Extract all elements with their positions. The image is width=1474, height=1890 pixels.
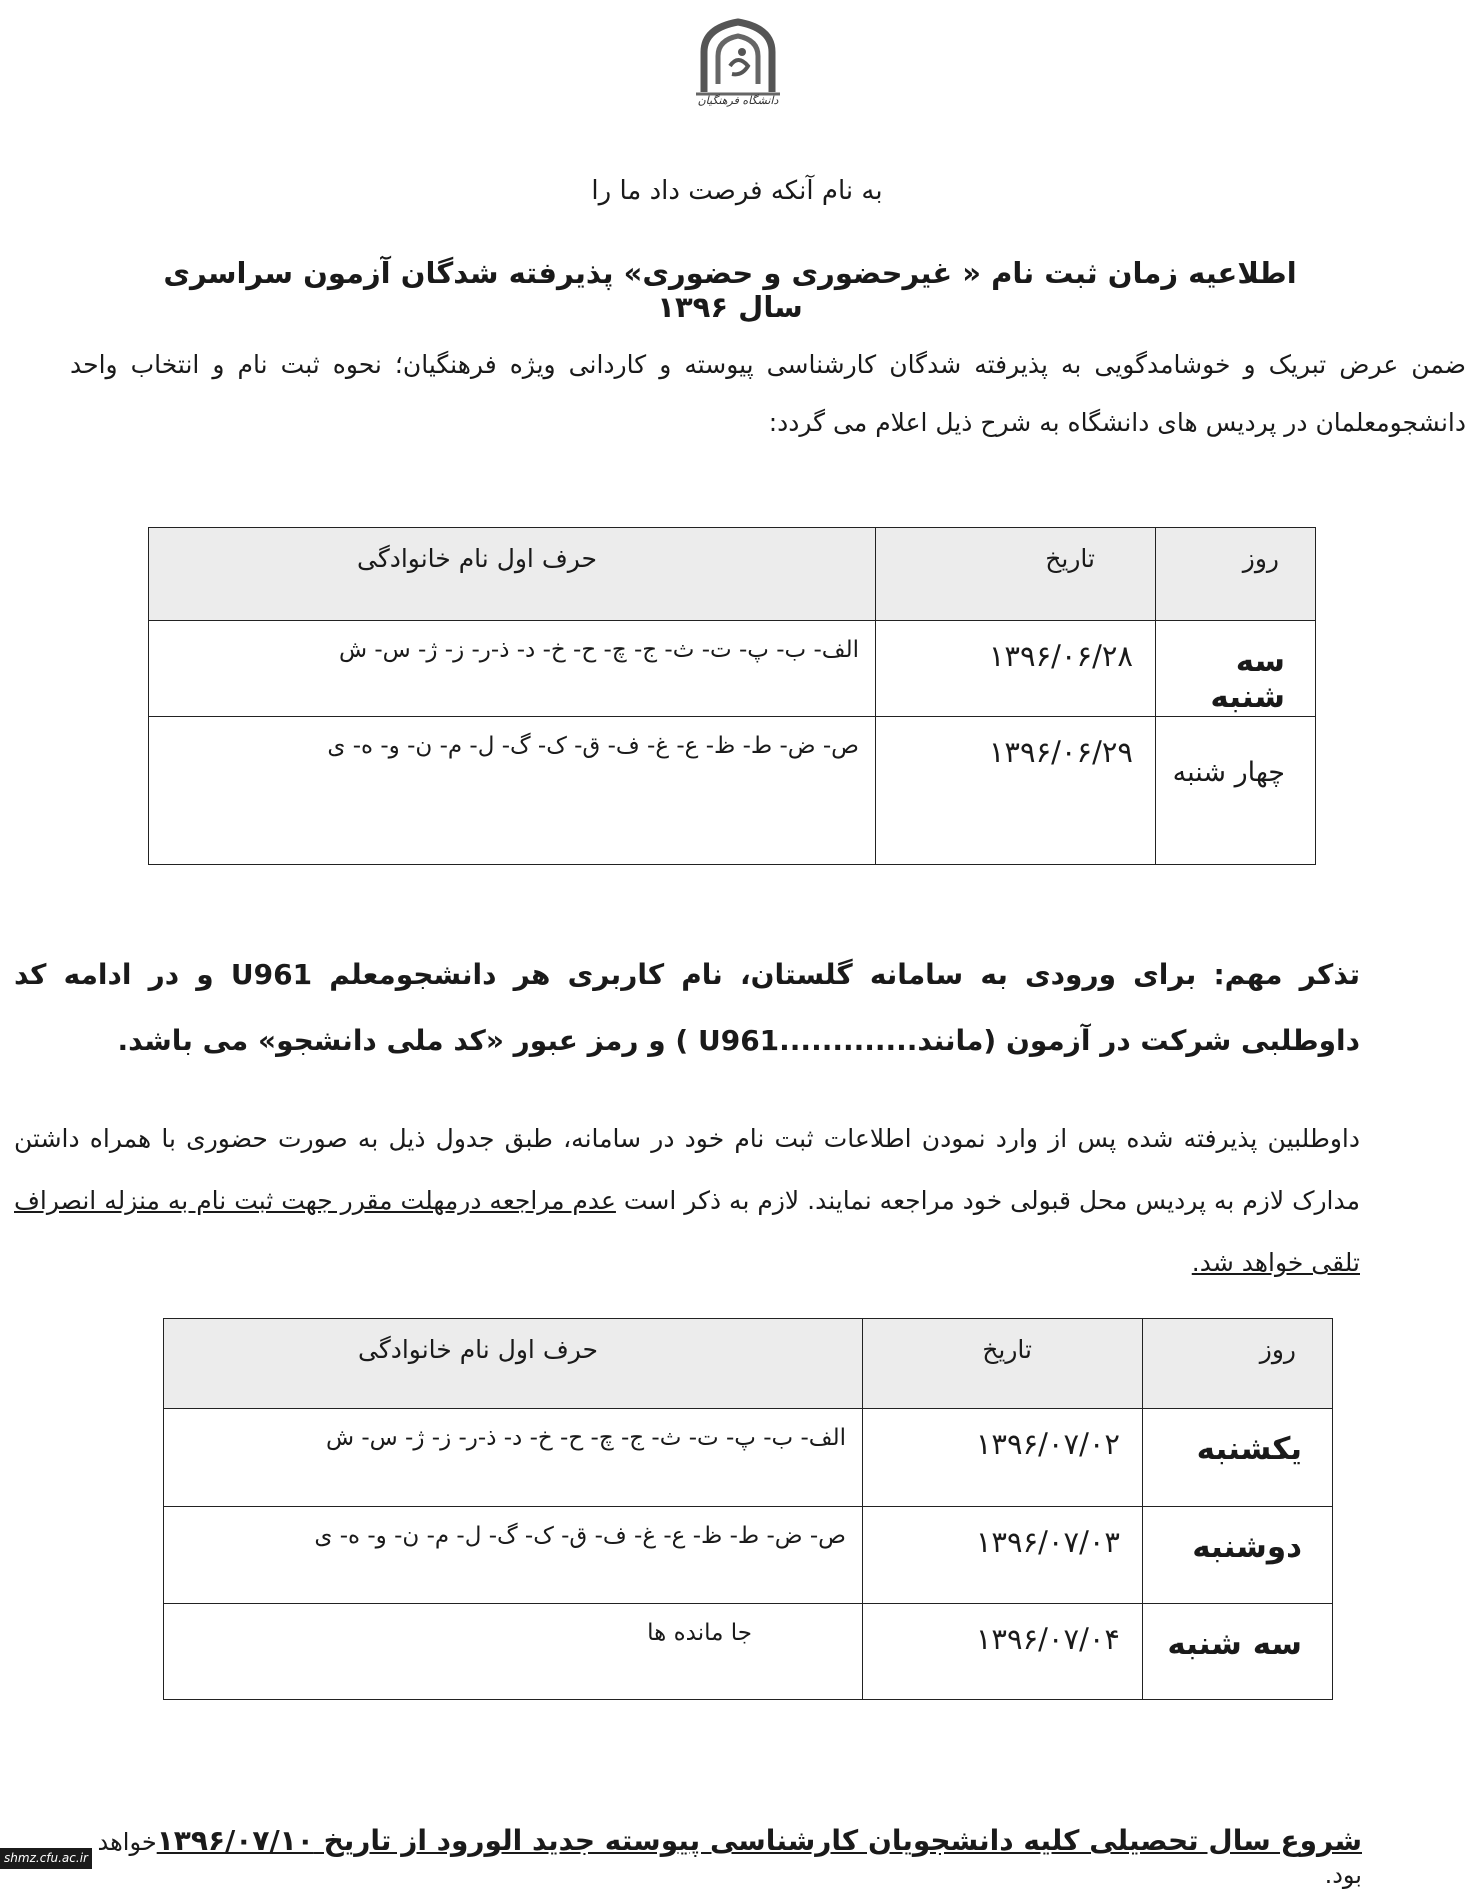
row-day: یکشنبه [1143, 1409, 1333, 1507]
intro-paragraph: ضمن عرض تبریک و خوشامدگویی به پذیرفته شدگان کارشناسی پیوسته و کاردانی ویژه فرهنگیان؛ نحوه ثبت نام و انتخاب واحد دانشجومعلمان در پردیس های دانشگاه به شرح ذیل اعلام می گردد: [70, 350, 1466, 437]
row-date: ۱۳۹۶/۰۷/۰۲ [863, 1409, 1143, 1507]
academic-year-start [80, 1824, 1362, 1890]
header-day: روز [1156, 528, 1316, 621]
row-day: سه شنبه [1156, 621, 1316, 717]
row-letters: ص- ض- ط- ظ- ع- غ- ف- ق- ک- گ- ل- م- ن- و- ه- ی [149, 717, 876, 865]
final-text: شروع سال تحصیلی کلیه دانشجویان کارشناسی پیوسته جدید الورود از تاریخ ۱۳۹۶/۰۷/۱۰ [156, 1824, 1362, 1857]
header-day: روز [1143, 1319, 1333, 1409]
row-letters: جا مانده ها [164, 1604, 863, 1700]
watermark-label: shmz.cfu.ac.ir [0, 1848, 92, 1869]
row-day: چهار شنبه [1156, 717, 1316, 865]
final-tail: خواهد بود. [97, 1828, 1362, 1889]
row-date: ۱۳۹۶/۰۷/۰۳ [863, 1507, 1143, 1604]
row-date: ۱۳۹۶/۰۷/۰۴ [863, 1604, 1143, 1700]
note-code: U961 [230, 958, 313, 991]
row-date: ۱۳۹۶/۰۶/۲۸ [876, 621, 1156, 717]
table-row [164, 1409, 1333, 1507]
header-date: تاریخ [863, 1319, 1143, 1409]
table-header-row [149, 528, 1316, 621]
note-tail: ) و رمز عبور «کد ملی دانشجو» می باشد. [117, 1024, 698, 1057]
table-header-row [164, 1319, 1333, 1409]
table-row [149, 717, 1316, 865]
row-letters: ص- ض- ط- ظ- ع- غ- ف- ق- ک- گ- ل- م- ن- و- ه- ی [164, 1507, 863, 1604]
schedule-table-in-person [163, 1318, 1333, 1700]
page-title: اطلاعیه زمان ثبت نام « غیرحضوری و حضوری» پذیرفته شدگان آزمون سراسری سال ۱۳۹۶ [163, 256, 1297, 324]
row-letters: الف- ب- پ- ت- ث- ج- چ- ح- خ- د- ذ-ر- ز- ژ- س- ش [149, 621, 876, 717]
row-day: دوشنبه [1143, 1507, 1333, 1604]
note-text-2: و در ادامه کد داوطلبی شرکت در آزمون (مانند............. [14, 958, 1360, 1057]
row-day: سه شنبه [1143, 1604, 1333, 1700]
header-date: تاریخ [876, 528, 1156, 621]
instructions-text: داوطلبین پذیرفته شده پس از وارد نمودن اطلاعات ثبت نام خود در سامانه، طبق جدول ذیل به صورت حضوری با همراه داشتن مدارک لازم به پردیس محل قبولی خود مراجعه نمایند. لازم به ذکر است [14, 1124, 1360, 1215]
note-code-2: U961 [697, 1024, 780, 1057]
instructions-paragraph [14, 1108, 1360, 1294]
important-note [14, 942, 1360, 1074]
row-letters: الف- ب- پ- ت- ث- ج- چ- ح- خ- د- ذ-ر- ز- ژ- س- ش [164, 1409, 863, 1507]
schedule-table-online [148, 527, 1316, 865]
header-letters: حرف اول نام خانوادگی [164, 1319, 863, 1409]
university-logo [686, 14, 790, 126]
basmala: به نام آنکه فرصت داد ما را [591, 176, 883, 206]
table-row [164, 1604, 1333, 1700]
header-letters: حرف اول نام خانوادگی [149, 528, 876, 621]
table-row [149, 621, 1316, 717]
row-date: ۱۳۹۶/۰۶/۲۹ [876, 717, 1156, 865]
logo-caption: دانشگاه فرهنگیان [697, 94, 779, 107]
table-row [164, 1507, 1333, 1604]
instructions-warning: عدم مراجعه درمهلت مقرر جهت ثبت نام به منزله انصراف تلقی خواهد شد. [14, 1186, 1360, 1277]
note-text: تذکر مهم: برای ورودی به سامانه گلستان، نام کاربری هر دانشجومعلم [312, 958, 1361, 991]
